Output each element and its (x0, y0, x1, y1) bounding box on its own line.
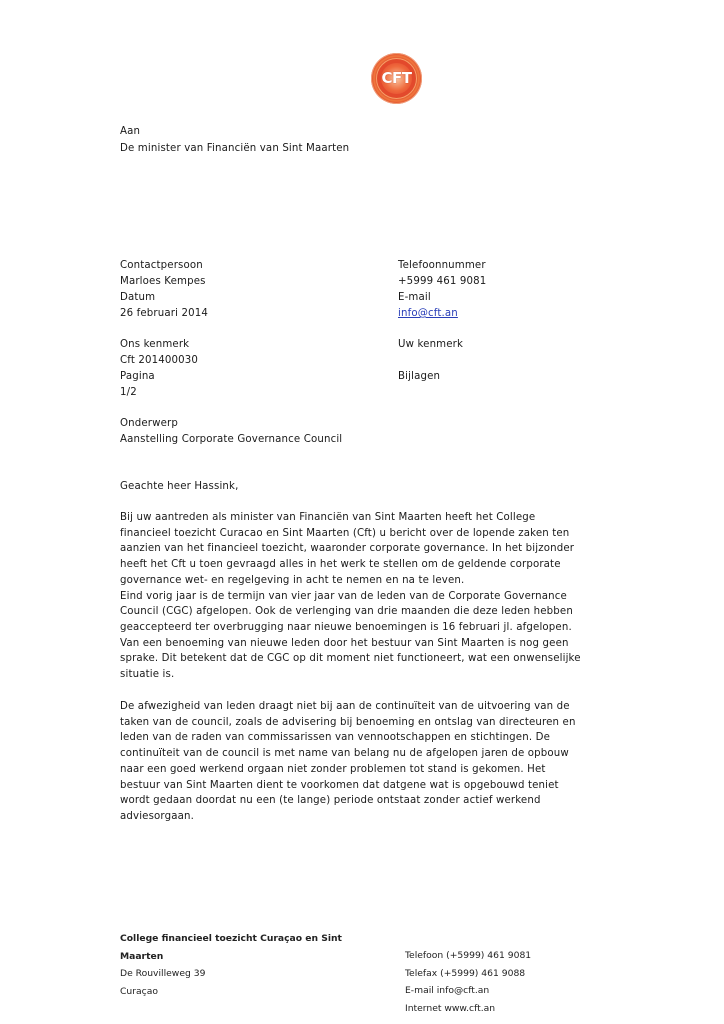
footer-city: Curaçao (120, 985, 158, 997)
paragraph-line: sprake. Dit betekent dat de CGC op dit moment niet functioneert, wat een onwenselijke (120, 653, 581, 665)
paragraph-line: aanzien van het financieel toezicht, waaronder corporate governance. In het bijzonder (120, 543, 575, 555)
footer-internet: Internet www.cft.an (405, 1002, 496, 1014)
subject-label: Onderwerp (120, 418, 179, 429)
phone-label: Telefoonnummer (398, 260, 486, 271)
subject-value: Aanstelling Corporate Governance Council (120, 434, 343, 445)
paragraph-line: Bij uw aantreden als minister van Financiën van Sint Maarten heeft het College (120, 512, 536, 523)
paragraph-line: Van een benoeming van nieuwe leden door het bestuur van Sint Maarten is nog geen (120, 637, 569, 649)
phone-value: +5999 461 9081 (398, 276, 487, 287)
logo-text: CFT (381, 69, 412, 87)
page-value: 1/2 (120, 387, 137, 398)
contact-label: Contactpersoon (120, 260, 203, 271)
footer-org-line-1: College financieel toezicht Curaçao en Sint (120, 933, 342, 944)
email-link[interactable]: info@cft.an (398, 308, 458, 319)
recipient-label: Aan (120, 126, 141, 137)
footer-address: De Rouvilleweg 39 (120, 968, 206, 979)
paragraph-line: De afwezigheid van leden draagt niet bij aan de continuïteit van de uitvoering van de (120, 701, 570, 712)
footer-telefoon: Telefoon (+5999) 461 9081 (405, 950, 532, 961)
salutation: Geachte heer Hassink, (120, 481, 239, 492)
cft-logo (371, 53, 422, 104)
date-label: Datum (120, 292, 156, 303)
paragraph-line: continuïteit van de council is met name van belang nu de afgelopen jaren de opbouw (120, 748, 569, 760)
paragraph-line: adviesorgaan. (120, 810, 194, 822)
paragraph-2 (120, 699, 680, 825)
footer-telefax: Telefax (+5999) 461 9088 (405, 967, 526, 979)
paragraph-line: situatie is. (120, 669, 175, 681)
date-value: 26 februari 2014 (120, 308, 208, 319)
paragraph-line: wordt gedaan doordat nu een (te lange) periode ontstaat zonder actief werkend (120, 795, 541, 807)
paragraph-line: Council (CGC) afgelopen. Ook de verlenging van drie maanden die deze leden hebben (120, 606, 573, 618)
our-reference-label: Ons kenmerk (120, 339, 190, 350)
our-reference-value: Cft 201400030 (120, 355, 199, 366)
page-label: Pagina (120, 371, 155, 382)
footer-org-line-2: Maarten (120, 950, 164, 962)
footer-email: E-mail info@cft.an (405, 985, 490, 996)
paragraph-line: financieel toezicht Curacao en Sint Maarten (Cft) u bericht over de lopende zaken ten (120, 527, 570, 539)
paragraph-line: geaccepteerd ter overbrugging naar nieuwe benoemingen is 16 februari jl. afgelopen. (120, 621, 572, 633)
contact-value: Marloes Kempes (120, 276, 206, 287)
paragraph-1 (120, 510, 680, 683)
paragraph-line: Eind vorig jaar is de termijn van vier jaar van de leden van de Corporate Governance (120, 590, 567, 602)
footer-org (120, 930, 342, 1000)
paragraph-line: bestuur van Sint Maarten dient te voorkomen dat datgene wat is opgebouwd teniet (120, 779, 559, 791)
recipient-name: De minister van Financiën van Sint Maarten (120, 143, 350, 154)
your-reference-label: Uw kenmerk (398, 339, 464, 350)
paragraph-line: taken van de council, zoals de advisering bij benoeming en ontslag van directeuren en (120, 716, 576, 728)
email-label: E-mail (398, 292, 431, 303)
footer-contact (405, 947, 531, 1017)
paragraph-line: leden van de raden van commissarissen van vennootschappen en stichtingen. De (120, 732, 551, 744)
paragraph-line: naar een goed werkend orgaan niet zonder problemen tot stand is gekomen. Het (120, 763, 546, 775)
paragraph-line: heeft het Cft u toen gevraagd alles in het werk te stellen om de geldende corporate (120, 559, 561, 571)
attachments-label: Bijlagen (398, 371, 441, 382)
paragraph-line: governance wet- en regelgeving in acht te nemen en na te leven. (120, 574, 465, 586)
